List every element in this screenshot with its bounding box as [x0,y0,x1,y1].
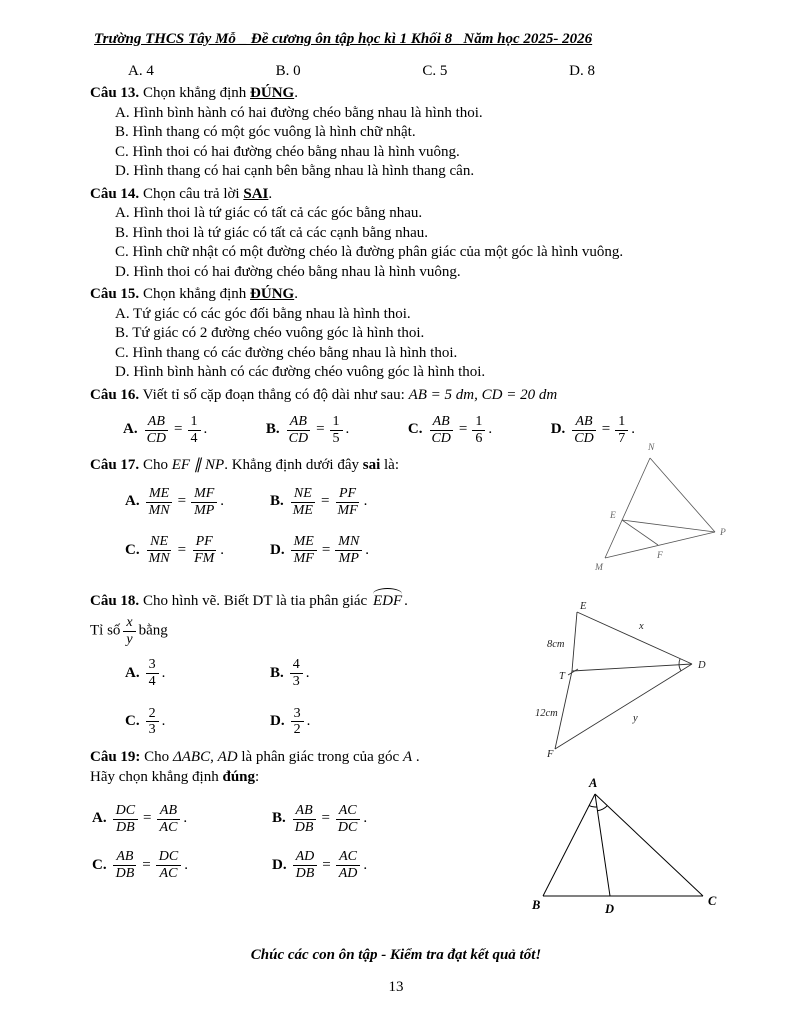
equals-sign: = [321,541,331,558]
option-d [270,706,490,738]
fraction-denominator: 5 [332,430,340,446]
page-number: 13 [388,979,404,995]
fraction-numerator: 2 [146,706,159,723]
fraction-numerator: 4 [290,657,303,674]
fraction [188,414,201,446]
fraction-denominator: MF [293,550,314,566]
line2-tail: : [255,768,260,785]
question-tail: . [294,286,298,302]
length-label-8cm: 8cm [547,638,565,650]
period: . [306,713,311,730]
option-b [266,414,349,446]
fraction [286,414,311,446]
fraction-numerator: AC [336,803,360,820]
question-16 [90,386,702,447]
fraction [156,849,181,881]
question-14-title [90,185,702,205]
question-text-mid: , [210,749,218,766]
vertex-label-e: E [580,600,587,612]
ratio-text: Tỉ số [90,622,121,639]
equals-sign: = [177,541,187,558]
fraction [335,534,362,566]
q19-triangle-diagram [518,776,718,916]
option-c [92,849,272,881]
option-label: C. [407,421,423,438]
fraction-denominator: CD [288,430,309,446]
footer-message: Chúc các con ôn tập - Kiểm tra đạt kết quả tốt! [250,947,542,963]
fraction-denominator: FM [194,550,215,566]
option-c: C. Hình chữ nhật có một đường chéo là đường phân giác của một góc là hình vuông. [115,244,624,260]
length-label-y: y [633,712,638,724]
option-label: A. [123,421,138,438]
fraction [293,849,318,881]
question-text: Viết tỉ số cặp đoạn thẳng có độ dài như sau: [139,386,409,403]
fraction-denominator: 4 [148,674,156,690]
length-label-12cm: 12cm [535,707,558,719]
period: . [365,541,370,558]
option-c: C. Hình thoi có hai đường chéo bằng nhau là hình vuông. [115,143,460,160]
fraction-denominator: 4 [190,430,198,446]
fraction-denominator: AD [338,866,358,882]
fraction-numerator: AB [145,414,168,431]
equals-sign: = [322,856,331,873]
fraction-denominator: MF [337,502,358,518]
question-text: Chọn khẳng định [139,85,251,101]
option-label: A. [92,810,107,827]
option-d: D. Hình thang có hai cạnh bên bằng nhau là hình thang cân. [115,163,475,179]
question-number: Câu 15. [90,286,140,302]
question-emphasis: ĐÚNG [250,85,295,101]
fraction [336,849,361,881]
fraction-denominator: CD [431,430,451,446]
option-b [270,657,490,689]
fraction-denominator: CD [574,430,594,446]
equals-sign: = [142,856,151,873]
header-title: Trường THCS Tây Mỗ _ Đề cương ôn tập học kì 1 Khối 8_ Năm học 2025- 2026 [94,31,593,47]
question-emphasis: sai [362,457,381,474]
period: . [363,810,368,827]
option-a: A. Hình bình hành có hai đường chéo bằng nhau là hình thoi. [115,104,483,121]
period: . [161,664,166,681]
question-math: ΔABC [172,749,211,766]
question-text2: là phân giác trong của góc [241,749,403,766]
equals-sign: = [177,493,187,510]
vertex-label-m: M [595,563,603,574]
question-math: EF ∥ NP [171,457,225,474]
fraction-denominator: DB [294,819,314,835]
question-math: AB = 5 dm, CD = 20 dm [408,386,558,403]
option-c [125,534,270,566]
fraction-denominator: 3 [292,674,300,690]
fraction [123,615,135,647]
fraction [113,803,138,835]
vertex-label-b: B [532,898,541,913]
fraction-numerator: 1 [330,414,343,431]
fraction-denominator: 3 [148,722,156,738]
option-label: D. [550,421,566,438]
fraction-numerator: AC [336,849,360,866]
vertex-label-f: F [547,748,554,759]
fraction [335,803,360,835]
option-label: A. [125,664,140,681]
answer-choice-c: C. 5 [422,62,448,79]
fraction [157,803,181,835]
period: . [631,421,635,438]
fraction-denominator: AC [159,819,178,835]
fraction-numerator: AB [113,849,136,866]
period: . [220,493,225,510]
question-tail: là: [380,457,400,474]
fraction-numerator: AB [293,803,316,820]
question-text: Cho [140,749,173,766]
option-b [270,486,490,518]
q17-triangle-diagram [580,440,730,575]
equals-sign: = [320,493,330,510]
option-c [408,414,492,446]
period: . [363,856,368,873]
fraction [291,706,304,738]
fraction [113,849,138,881]
fraction-numerator: PF [336,486,359,503]
equals-sign: = [174,421,183,438]
period: . [220,541,225,558]
fraction [290,657,303,689]
fraction [146,657,159,689]
fraction-denominator: ME [292,502,313,518]
question-number: Câu 17. [90,457,140,474]
option-c: C. Hình thang có các đường chéo bằng nhau là hình thoi. [115,344,458,361]
fraction-denominator: DC [337,819,358,835]
question-15-title [90,285,702,305]
fraction [292,803,317,835]
fraction-numerator: AB [572,414,595,431]
question-number: Câu 18. [90,592,140,609]
equals-sign: = [321,810,330,827]
fraction-numerator: AB [287,414,310,431]
vertex-label-n: N [648,443,655,454]
period: . [203,421,208,438]
option-b: B. Tứ giác có 2 đường chéo vuông góc là hình thoi. [115,325,425,341]
equals-sign: = [601,421,611,438]
question-text: Chọn khẳng định [139,286,251,302]
question-emphasis: ĐÚNG [250,286,295,302]
vertex-label-f: F [657,551,663,562]
fraction [428,414,453,446]
option-d: D. Hình thoi có hai đường chéo bằng nhau là hình vuông. [115,263,461,280]
fraction-numerator: ME [291,534,317,551]
question-math: AD [217,749,242,766]
fraction [146,534,173,566]
option-label: D. [270,713,285,730]
option-c [125,706,270,738]
option-label: B. [270,664,284,681]
vertex-label-d: D [605,902,615,917]
fraction-numerator: 1 [472,414,485,431]
answer-choice-b: B. 0 [275,62,301,79]
vertex-label-c: C [708,894,717,909]
fraction-denominator: MN [148,550,170,566]
period: . [183,810,188,827]
question-13 [90,84,702,182]
option-a: A. Tứ giác có các góc đối bằng nhau là hình thoi. [115,305,411,322]
option-a [92,803,272,835]
fraction-numerator: 1 [615,414,628,431]
equals-sign: = [458,421,468,438]
question-17 [90,443,726,574]
answer-choice-a: A. 4 [128,62,154,79]
vertex-label-d: D [698,659,706,671]
option-a: A. Hình thoi là tứ giác có tất cả các góc bằng nhau. [115,205,423,221]
length-label-x: x [639,620,644,632]
period: . [305,664,310,681]
question-number: Câu 16. [90,386,140,403]
question-number: Câu 13. [90,85,140,101]
question-text: Cho [139,457,172,474]
fraction-denominator: y [126,631,133,647]
fraction-numerator: NE [147,534,171,551]
option-a [125,486,270,518]
question-18-options [90,657,490,738]
question-number: Câu 19: [90,749,141,766]
option-d [270,534,490,566]
fraction-denominator: CD [146,430,167,446]
option-label: B. [265,421,280,438]
vertex-label-a: A [589,776,598,791]
angle-edf-math: EDF [371,591,404,612]
fraction-numerator: ME [146,486,172,503]
fraction [290,486,316,518]
question-19-options [90,803,490,882]
fraction [191,534,217,566]
period: . [488,421,493,438]
vertex-label-e: E [610,511,616,522]
question-text: Chọn câu trả lời [139,185,244,202]
question-text-mid: . Khẳng định dưới đây [224,457,363,474]
question-14 [90,185,702,283]
equals-sign: = [316,421,325,438]
period: . [161,713,166,730]
line2-emphasis: đúng [222,768,256,785]
option-b [272,803,490,835]
ratio-text-tail: bằng [138,622,168,639]
line2-text: Hãy chọn khẳng định [90,768,223,785]
question-tail: . [268,185,273,202]
option-label: C. [125,541,140,558]
fraction [191,486,217,518]
option-label: B. [270,493,284,510]
fraction-denominator: 7 [618,430,626,446]
fraction-denominator: 6 [475,430,483,446]
period: . [184,856,188,873]
fraction-denominator: DB [115,866,135,882]
fraction-numerator: x [123,615,135,632]
fraction-numerator: 3 [146,657,159,674]
fraction-numerator: MF [191,486,217,503]
fraction-denominator: 2 [293,722,301,738]
option-label: C. [92,856,107,873]
vertex-label-t: T [559,670,565,682]
q18-angle-bisector-diagram [535,599,710,759]
fraction-numerator: NE [291,486,315,503]
fraction-numerator: DC [113,803,138,820]
option-a [125,657,270,689]
fraction [291,534,317,566]
fraction [472,414,485,446]
question-tail: . [294,85,298,101]
option-b: B. Hình thang có một góc vuông là hình chữ nhật. [115,124,416,140]
question-16-options [90,414,635,446]
fraction-denominator: MP [194,502,215,518]
fraction-denominator: AC [159,866,178,882]
fraction [146,706,159,738]
fraction-numerator: PF [193,534,216,551]
question-tail: . [404,592,408,609]
option-label: A. [125,493,140,510]
period: . [363,493,368,510]
question-tail: . [412,749,420,766]
question-19-title [90,748,702,768]
fraction-denominator: MN [148,502,170,518]
fraction-numerator: DC [156,849,181,866]
question-number: Câu 14. [90,185,140,202]
equals-sign: = [143,810,152,827]
question-emphasis: SAI [243,185,269,202]
fraction-denominator: MP [338,550,359,566]
period: . [345,421,350,438]
fraction-numerator: AB [430,414,453,431]
option-d [272,849,490,881]
option-label: D. [270,541,285,558]
question-19 [90,748,717,917]
option-label: C. [125,713,140,730]
option-a [123,414,207,446]
fraction-numerator: 3 [291,706,304,723]
option-d: D. Hình bình hành có các đường chéo vuông góc là hình thoi. [115,364,486,380]
question-17-options [90,486,490,567]
option-label: D. [272,856,287,873]
document-header [90,30,702,50]
question-text: Cho hình vẽ. Biết DT là tia phân giác [139,592,371,609]
fraction-denominator: DB [295,866,315,882]
question-13-title [90,84,702,104]
fraction-numerator: MN [335,534,362,551]
question-16-title [90,386,702,406]
fraction-denominator: DB [115,819,135,835]
fraction-numerator: AD [293,849,318,866]
option-label: B. [272,810,286,827]
question-15 [90,285,702,383]
question-math: A [402,749,413,766]
fraction-numerator: AB [157,803,180,820]
fraction [146,486,173,518]
option-b: B. Hình thoi là tứ giác có tất cả các cạnh bằng nhau. [115,224,429,241]
fraction-numerator: 1 [188,414,201,431]
vertex-label-p: P [720,528,726,539]
fraction [330,414,343,446]
previous-answer-row [90,62,595,82]
answer-choice-d: D. 8 [569,62,595,79]
fraction [144,414,169,446]
fraction [334,486,360,518]
